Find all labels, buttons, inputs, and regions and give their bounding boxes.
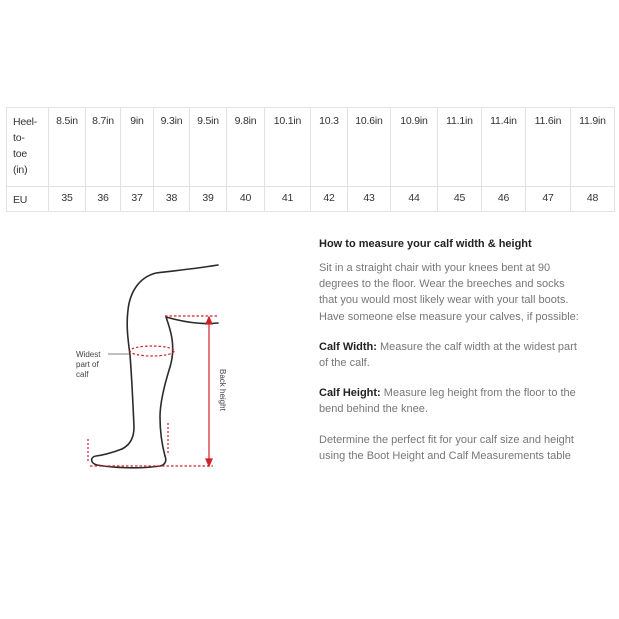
- size-chart-table: [6, 107, 615, 212]
- heel-to-toe-cell: 11.6in: [526, 108, 571, 187]
- eu-size-row: [7, 187, 615, 212]
- instructions-title: How to measure your calf width & height: [319, 238, 532, 250]
- measurement-instructions: [319, 238, 581, 478]
- heel-to-toe-cell: 8.7in: [86, 108, 121, 187]
- eu-label: EU: [7, 187, 49, 212]
- eu-size-cell: 43: [348, 187, 391, 212]
- eu-size-cell: 48: [571, 187, 615, 212]
- heel-to-toe-cell: 10.3: [311, 108, 348, 187]
- eu-size-cell: 47: [526, 187, 571, 212]
- heel-to-toe-cell: 10.9in: [391, 108, 438, 187]
- heel-to-toe-cell: 9in: [121, 108, 154, 187]
- calf-height-text: Measure leg height from the floor to the bend behind the knee.: [319, 387, 576, 416]
- heel-to-toe-cell: 9.5in: [190, 108, 227, 187]
- calf-width-text: Measure the calf width at the widest part of the calf.: [319, 340, 577, 370]
- heel-to-toe-row: [7, 108, 615, 187]
- calf-measurement-diagram: [68, 255, 238, 485]
- eu-size-cell: 37: [121, 187, 154, 212]
- heel-to-toe-cell: 11.4in: [482, 108, 526, 187]
- calf-width-marker: [130, 346, 174, 356]
- back-height-label: Back height: [218, 369, 227, 411]
- back-height-marker: [88, 316, 218, 466]
- heel-to-toe-cell: 11.1in: [438, 108, 482, 187]
- heel-to-toe-cell: 9.8in: [227, 108, 265, 187]
- eu-size-cell: 35: [49, 187, 86, 212]
- heel-to-toe-cell: 9.3in: [154, 108, 190, 187]
- eu-size-cell: 39: [190, 187, 227, 212]
- instructions-intro: Sit in a straight chair with your knees bent at 90 degrees to the floor. Wear the breeches and socks that you would most likely wear with your tall boots. Have someone else measure your calves, if possible:: [319, 262, 579, 323]
- leg-outline: [92, 265, 218, 468]
- calf-height-instruction: [319, 385, 581, 417]
- eu-size-cell: 44: [391, 187, 438, 212]
- heel-to-toe-label: Heel- to- toe (in): [7, 108, 49, 187]
- eu-size-cell: 36: [86, 187, 121, 212]
- heel-to-toe-cell: 8.5in: [49, 108, 86, 187]
- eu-size-cell: 40: [227, 187, 265, 212]
- eu-size-cell: 38: [154, 187, 190, 212]
- instructions-closing: Determine the perfect fit for your calf size and height using the Boot Height and Calf Measurements table: [319, 433, 574, 462]
- widest-calf-label: Widest part of calf: [76, 350, 101, 379]
- eu-size-cell: 46: [482, 187, 526, 212]
- calf-width-term: Calf Width:: [319, 340, 377, 353]
- calf-width-instruction: [319, 339, 581, 371]
- eu-size-cell: 45: [438, 187, 482, 212]
- calf-height-term: Calf Height:: [319, 387, 381, 400]
- heel-to-toe-cell: 11.9in: [571, 108, 615, 187]
- heel-to-toe-cell: 10.1in: [265, 108, 311, 187]
- eu-size-cell: 42: [311, 187, 348, 212]
- heel-to-toe-cell: 10.6in: [348, 108, 391, 187]
- eu-size-cell: 41: [265, 187, 311, 212]
